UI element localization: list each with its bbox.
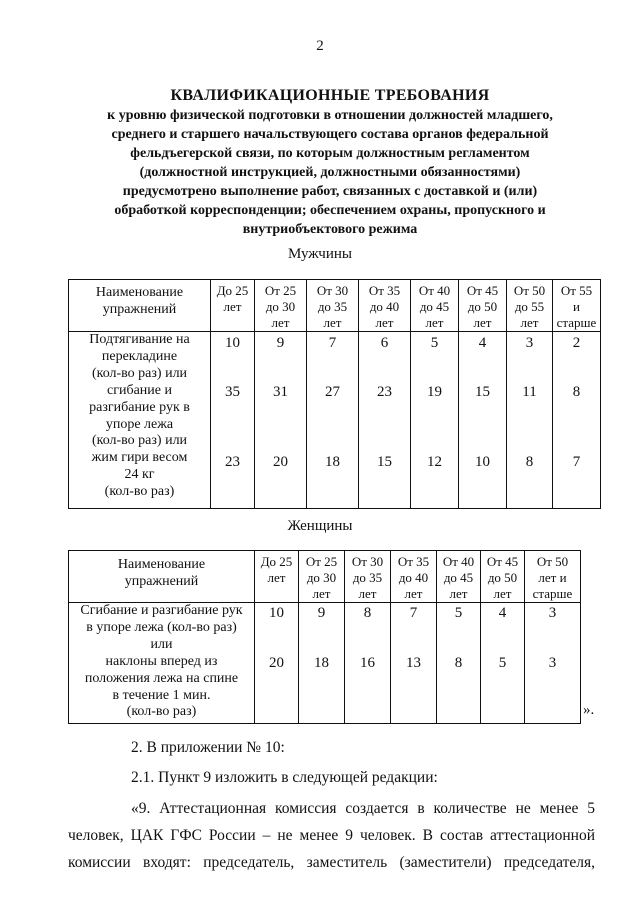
norm-value: 4 xyxy=(498,605,507,621)
column-header-age xyxy=(359,280,411,332)
header-line: до 50 xyxy=(467,299,498,314)
header-line: От 30 xyxy=(316,283,349,298)
page-number: 2 xyxy=(316,38,324,54)
header-line: От 50 xyxy=(513,283,546,298)
header-line: От 30 xyxy=(351,554,384,569)
header-line: От 35 xyxy=(397,554,430,569)
men-caption: Мужчины xyxy=(288,246,352,262)
norm-value: 3 xyxy=(548,655,557,671)
column-header-age xyxy=(255,280,307,332)
value-cell xyxy=(345,603,391,724)
paragraph-appendix: 2. В приложении № 10: xyxy=(131,739,285,756)
header-line: лет xyxy=(271,315,290,330)
exercise-line: жим гири весом xyxy=(91,450,188,466)
value-cell xyxy=(307,332,359,509)
heading-line: обработкой корреспонденции; обеспечением охраны, пропускного и xyxy=(114,203,546,218)
value-cell xyxy=(359,332,411,509)
heading-line: среднего и старшего начальствующего состава органов федеральной xyxy=(111,127,549,142)
header-line: старше xyxy=(556,315,597,330)
exercise-line: разгибание рук в xyxy=(89,399,190,415)
women-exercise-row xyxy=(69,603,581,724)
norm-value: 9 xyxy=(317,605,326,621)
document-heading xyxy=(70,86,590,239)
column-header-age xyxy=(211,280,255,332)
norm-value: 12 xyxy=(427,454,442,470)
header-line: От 35 xyxy=(368,283,401,298)
column-header-age xyxy=(507,280,553,332)
exercise-line: (кол-во раз) или xyxy=(91,433,188,449)
exercise-line: упоре лежа xyxy=(105,416,174,432)
header-line: От 40 xyxy=(418,283,451,298)
header-line: лет xyxy=(223,299,242,314)
heading-title: КВАЛИФИКАЦИОННЫЕ ТРЕБОВАНИЯ xyxy=(170,87,490,104)
exercise-line: положения лежа на спине xyxy=(84,670,239,686)
exercise-line: 24 кг xyxy=(124,467,155,483)
heading-line: к уровню физической подготовки в отношении должностей младшего, xyxy=(107,108,553,123)
column-header-exercise xyxy=(69,551,255,603)
heading-line: внутриобъектового режима xyxy=(242,222,418,237)
norm-value: 7 xyxy=(409,605,418,621)
value-cell xyxy=(459,332,507,509)
header-line: От 55 xyxy=(560,283,593,298)
paragraph-text-line: человек, ЦАК ГФС России – не менее 9 человек. В состав аттестационной xyxy=(68,827,595,844)
column-header-age xyxy=(481,551,525,603)
norm-value: 5 xyxy=(430,335,439,351)
value-cell xyxy=(507,332,553,509)
norm-value: 10 xyxy=(269,605,284,621)
column-header-age xyxy=(307,280,359,332)
norm-value: 16 xyxy=(360,655,375,671)
norm-value: 4 xyxy=(478,335,487,351)
exercise-line: наклоны вперед из xyxy=(105,653,218,669)
header-line: лет xyxy=(493,586,512,601)
men-header-row xyxy=(69,280,601,332)
value-cell xyxy=(411,332,459,509)
exercise-line: перекладине xyxy=(101,348,178,364)
header-line: Наименование xyxy=(117,557,206,572)
column-header-age xyxy=(391,551,437,603)
norm-value: 19 xyxy=(427,384,442,400)
norm-value: 5 xyxy=(454,605,463,621)
heading-line: предусмотрено выполнение работ, связанных с доставкой и (или) xyxy=(122,184,538,199)
header-line: лет xyxy=(473,315,492,330)
header-line: лет xyxy=(404,586,423,601)
norm-value: 13 xyxy=(406,655,421,671)
header-line: до 30 xyxy=(306,570,337,585)
exercise-line: или xyxy=(150,636,173,652)
norm-value: 23 xyxy=(377,384,392,400)
column-header-age xyxy=(299,551,345,603)
value-cell xyxy=(255,332,307,509)
column-header-age xyxy=(553,280,601,332)
header-line: до 35 xyxy=(352,570,383,585)
norm-value: 8 xyxy=(572,384,581,400)
value-cell xyxy=(391,603,437,724)
norm-value: 8 xyxy=(454,655,463,671)
value-cell xyxy=(481,603,525,724)
women-requirements-table xyxy=(68,550,581,724)
norm-value: 7 xyxy=(328,335,337,351)
header-line: до 30 xyxy=(265,299,296,314)
exercise-line: сгибание и xyxy=(107,382,172,398)
exercise-line: в течение 1 мин. xyxy=(112,687,211,703)
norm-value: 27 xyxy=(325,384,340,400)
exercise-name-cell xyxy=(69,332,211,509)
norm-value: 15 xyxy=(377,454,392,470)
column-header-age xyxy=(459,280,507,332)
header-line: Наименование xyxy=(95,285,184,300)
exercise-name-cell xyxy=(69,603,255,724)
paragraph-text-line: «9. Аттестационная комиссия создается в количестве не менее 5 xyxy=(131,800,595,817)
norm-value: 2 xyxy=(572,335,581,351)
norm-value: 5 xyxy=(498,655,507,671)
header-line: От 40 xyxy=(442,554,475,569)
norm-value: 10 xyxy=(225,335,240,351)
value-cell xyxy=(553,332,601,509)
header-line: старше xyxy=(532,586,573,601)
norm-value: 18 xyxy=(325,454,340,470)
exercise-line: (кол-во раз) xyxy=(104,484,175,500)
header-line: От 25 xyxy=(264,283,297,298)
header-line: От 50 xyxy=(536,554,569,569)
norm-value: 20 xyxy=(273,454,288,470)
header-line: упражнений xyxy=(102,302,177,317)
norm-value: 20 xyxy=(269,655,284,671)
norm-value: 10 xyxy=(475,454,490,470)
header-line: До 25 xyxy=(216,283,249,298)
norm-value: 31 xyxy=(273,384,288,400)
norm-value: 11 xyxy=(522,384,537,400)
header-line: До 25 xyxy=(260,554,293,569)
norm-value: 3 xyxy=(525,335,534,351)
norm-value: 15 xyxy=(475,384,490,400)
header-line: лет xyxy=(312,586,331,601)
norm-value: 18 xyxy=(314,655,329,671)
header-line: до 50 xyxy=(487,570,518,585)
exercise-line: Сгибание и разгибание рук xyxy=(80,603,243,618)
norm-value: 6 xyxy=(380,335,389,351)
header-line: до 40 xyxy=(369,299,400,314)
header-line: до 40 xyxy=(398,570,429,585)
value-cell xyxy=(525,603,581,724)
norm-value: 8 xyxy=(363,605,372,621)
heading-line: фельдъегерской связи, по которым должностным регламентом xyxy=(130,146,530,161)
exercise-line: (кол-во раз) или xyxy=(91,365,188,381)
norm-value: 23 xyxy=(225,454,240,470)
value-cell xyxy=(211,332,255,509)
column-header-age xyxy=(437,551,481,603)
header-line: От 45 xyxy=(466,283,499,298)
norm-value: 35 xyxy=(225,384,240,400)
closing-quote: ». xyxy=(583,702,595,718)
header-line: до 45 xyxy=(419,299,450,314)
column-header-age xyxy=(525,551,581,603)
value-cell xyxy=(437,603,481,724)
norm-value: 7 xyxy=(572,454,581,470)
header-line: до 35 xyxy=(317,299,348,314)
paragraph-text-line: комиссии входят: председатель, заместитель (заместители) председателя, xyxy=(68,854,595,871)
column-header-age xyxy=(411,280,459,332)
exercise-line: (кол-во раз) xyxy=(126,704,197,720)
header-line: лет xyxy=(358,586,377,601)
paragraph-item: 2.1. Пункт 9 изложить в следующей редакции: xyxy=(131,769,438,786)
header-line: лет xyxy=(267,570,286,585)
column-header-age xyxy=(255,551,299,603)
header-line: до 45 xyxy=(443,570,474,585)
women-header-row xyxy=(69,551,581,603)
exercise-line: Подтягивание на xyxy=(89,332,190,347)
column-header-exercise xyxy=(69,280,211,332)
men-requirements-table xyxy=(68,279,601,509)
value-cell xyxy=(299,603,345,724)
header-line: лет xyxy=(375,315,394,330)
header-line: лет xyxy=(449,586,468,601)
header-line: до 55 xyxy=(514,299,545,314)
header-line: лет xyxy=(425,315,444,330)
exercise-line: в упоре лежа (кол-во раз) xyxy=(86,619,237,635)
norm-value: 9 xyxy=(276,335,285,351)
header-line: От 25 xyxy=(305,554,338,569)
norm-value: 3 xyxy=(548,605,557,621)
header-line: упражнений xyxy=(124,574,199,589)
header-line: лет xyxy=(520,315,539,330)
men-exercise-row xyxy=(69,332,601,509)
header-line: От 45 xyxy=(486,554,519,569)
value-cell xyxy=(255,603,299,724)
heading-line: (должностной инструкцией, должностными обязанностями) xyxy=(139,165,521,180)
norm-value: 8 xyxy=(525,454,534,470)
header-line: лет xyxy=(323,315,342,330)
header-line: лет и xyxy=(538,570,567,585)
header-line: и xyxy=(573,299,580,314)
women-caption: Женщины xyxy=(287,518,353,534)
column-header-age xyxy=(345,551,391,603)
